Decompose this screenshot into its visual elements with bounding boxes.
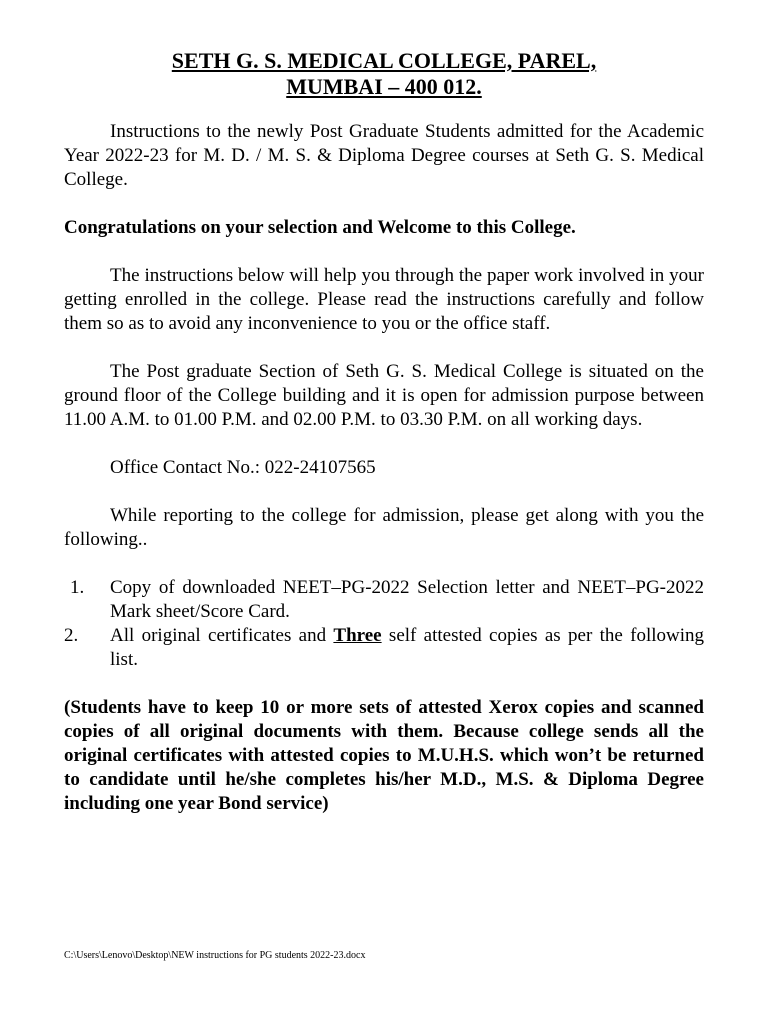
list-item xyxy=(64,576,704,624)
list-item xyxy=(64,624,704,672)
important-note: (Students have to keep 10 or more sets of attested Xerox copies and scanned copies of all original documents with them. Because college sends all the original certificates with attested copies to M.U.H.S. which won’t be returned to candidate until he/she completes his/her M.D., M.S. & Diploma Degree including one year Bond service) xyxy=(64,697,704,814)
footer-file-path: C:\Users\Lenovo\Desktop\NEW instructions for PG students 2022-23.docx xyxy=(64,950,366,961)
page-title xyxy=(64,48,704,100)
document-page xyxy=(64,48,704,816)
intro-paragraph: Instructions to the newly Post Graduate Students admitted for the Academic Year 2022-23 for M. D. / M. S. & Diploma Degree courses at Seth G. S. Medical College. xyxy=(64,121,704,190)
list-item-text-before: All original certificates and xyxy=(110,625,334,646)
title-line-2: MUMBAI – 400 012. xyxy=(286,74,482,99)
emphasis-three: Three xyxy=(333,625,382,646)
list-item-text-after: self attested copies as per the following list. xyxy=(110,625,705,670)
documents-list xyxy=(64,576,704,672)
congratulations-line: Congratulations on your selection and Welcome to this College. xyxy=(64,217,576,238)
list-item-text: Copy of downloaded NEET–PG-2022 Selection letter and NEET–PG-2022 Mark sheet/Score Card. xyxy=(110,577,704,622)
list-item-number: 2. xyxy=(64,625,79,646)
title-line-1: SETH G. S. MEDICAL COLLEGE, PAREL, xyxy=(171,48,597,73)
list-item-text xyxy=(110,624,704,672)
reporting-paragraph: While reporting to the college for admission, please get along with you the following.. xyxy=(64,505,704,550)
office-contact: Office Contact No.: 022-24107565 xyxy=(110,457,376,478)
list-item-number: 1. xyxy=(70,577,85,598)
instructions-paragraph: The instructions below will help you through the paper work involved in your getting enrolled in the college. Please read the instructions carefully and follow them so as to avoid any inconvenience to you or the office staff. xyxy=(64,265,704,334)
office-hours-paragraph: The Post graduate Section of Seth G. S. Medical College is situated on the ground floor of the College building and it is open for admission purpose between 11.00 A.M. to 01.00 P.M. and 02.00 P.M. to 03.30 P.M. on all working days. xyxy=(64,361,704,430)
